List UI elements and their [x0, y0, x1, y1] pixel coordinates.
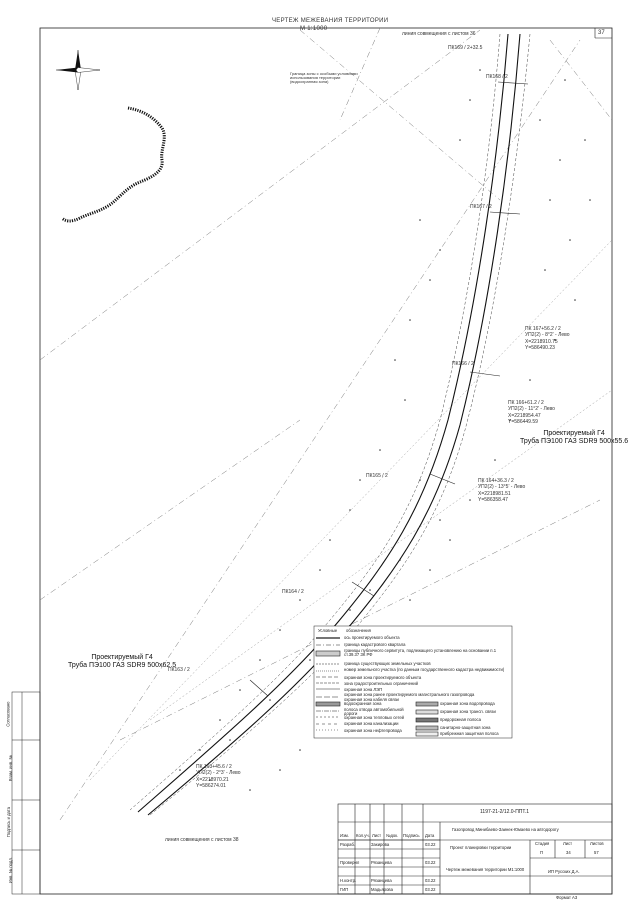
pipe-label: Проектируемый Г4 Труба ПЭ100 ГАЗ SDR9 500x55.6	[520, 430, 629, 446]
angle-point-label: ПК 166+61.2 / 2 УП2(2) - 11°2' - Лево X=2218954.47 Y=586449.59	[508, 400, 555, 425]
legend-item: зона градостроительных ограничений	[344, 681, 418, 686]
picket-label: ПК163 / 2	[168, 667, 190, 673]
side-stamp	[12, 692, 40, 894]
stamp-format: Формат А3	[556, 895, 578, 900]
angle-point-label: ПК 164+36.3 / 2 УП2(2) - 13°5' - Лево X=2218981.51 Y=586358.47	[478, 478, 526, 503]
stamp-sheet: 34	[566, 850, 571, 855]
pipe-label: Проектируемый Г4 Труба ПЭ100 ГАЗ SDR9 500x62.5	[68, 654, 177, 670]
stamp-project: Газопровод Минибаево-Заинек-Юмаево на автодорогу	[452, 827, 559, 832]
legend-item: санитарно-защитная зона	[440, 725, 491, 730]
map-title: ЧЕРТЕЖ МЕЖЕВАНИЯ ТЕРРИТОРИИ	[272, 18, 389, 24]
stamp-col-header: Лист	[372, 833, 382, 838]
legend-item: граница кадастрового квартала	[344, 642, 406, 647]
legend-header: обозначения	[346, 628, 371, 633]
picket-label: ПК169 / 2+32.5	[448, 45, 483, 51]
sheet-number: 37	[598, 30, 605, 36]
stamp-row-role: Н.контр.	[340, 878, 357, 883]
match-line-bottom: линия совмещения с листом 38	[165, 837, 239, 843]
legend-item: ось проектируемого объекта	[344, 635, 400, 640]
stamp-sheets-label: Листов	[590, 841, 604, 846]
picket-label: ПК164 / 2	[282, 589, 304, 595]
picket-label: ПК168 / 2	[486, 74, 508, 80]
stamp-code: 1197-21-2/12.0-ППТ.1	[480, 809, 530, 815]
picket-ticks	[250, 82, 528, 696]
stamp-sheet-title: Чертеж межевания территории М1:1000	[446, 867, 525, 872]
legend-item: водоохранная зона	[344, 701, 382, 706]
legend-item: придорожная полоса	[440, 717, 481, 722]
angle-point-label: ПК 167+56.2 / 2 УП2(2) - 8°2' - Лево X=2218910.75 Y=586490.23	[525, 326, 570, 351]
side-label: Инв. № подл.	[7, 857, 13, 884]
legend-item: границы публичного сервитута, подлежащего установлению на основании п.1 ст.39.37 ЗК РФ	[344, 648, 497, 658]
picket-label: ПК166 / 2	[452, 361, 474, 367]
legend-item: охранная зона нефтепровода	[344, 728, 402, 733]
stamp-row-name: Мадьярова	[371, 887, 393, 892]
legend-item: охранная зона ранее проектируемого магистрального газопровода	[344, 692, 475, 697]
overview-route	[62, 108, 164, 221]
stamp-col-header: Подпись	[403, 833, 420, 838]
angle-point-label: ПК 163+45.6 / 2 УП2(2) - 2°3' - Лево X=2218970.21 Y=586274.01	[196, 764, 241, 789]
match-line-top: линия совмещения с листом 36	[402, 31, 476, 37]
legend-item: охранная зона водопровода	[440, 701, 495, 706]
stamp-row-name: Закирова	[371, 842, 390, 847]
stamp-row-role: ГИП	[340, 887, 349, 892]
legend-item: номер земельного участка (по данным государственного кадастра недвижимости)	[344, 667, 505, 672]
stamp-sheets: 57	[594, 850, 599, 855]
corner-note: Граница зоны с особыми условиями использования территории (водоохранная зона)	[290, 71, 358, 84]
map-scale: М 1:1000	[300, 26, 328, 32]
side-label: Согласовано	[5, 701, 11, 727]
stamp-row-role: Разраб.	[340, 842, 356, 847]
legend-item: охранная зона ЛЭП	[344, 687, 383, 692]
legend-header-symbol: Условные	[318, 628, 338, 633]
legend-item: охранная зона трансп. связи	[440, 709, 496, 714]
stamp-row-role: Проверил	[340, 860, 360, 865]
legend-item: прибрежная защитная полоса	[440, 731, 499, 736]
stamp-stage-label: Стадия	[535, 841, 550, 846]
stamp-doc-title: Проект планировки территории	[450, 845, 512, 850]
picket-label: ПК167 / 2	[470, 204, 492, 210]
side-label: Подпись и дата	[5, 807, 11, 838]
legend-item: охранная зона проектируемого объекта	[344, 675, 422, 680]
stamp-col-header: №док.	[386, 833, 399, 838]
legend-item: охранная зона кабеля связи	[344, 697, 399, 702]
stamp-row-name: Рязанцева	[371, 878, 392, 883]
stamp-col-header: Дата	[425, 833, 435, 838]
sheet-frame	[40, 28, 612, 894]
stamp-row-date: 03.22	[425, 878, 436, 883]
stamp-row-date: 03.22	[425, 860, 436, 865]
north-arrow-icon	[56, 50, 100, 90]
stamp-stage: П	[540, 850, 544, 855]
stamp-row-date: 03.22	[425, 887, 436, 892]
stamp-row-name: Рязанцева	[371, 860, 392, 865]
legend-item: охранная зона тепловых сетей	[344, 715, 405, 720]
legend-item: граница существующих земельных участков	[344, 661, 431, 666]
stamp-sheet-label: Лист	[563, 841, 573, 846]
legend-item: охранная зона канализации	[344, 721, 399, 726]
stamp-org: ИП Русских Д.А.	[548, 869, 580, 874]
side-label: Взам. инв. №	[7, 755, 13, 782]
stamp-col-header: Кол.уч.	[356, 833, 370, 838]
stamp-row-date: 03.22	[425, 842, 436, 847]
picket-label: ПК165 / 2	[366, 473, 388, 479]
legend-item: полоса отвода автомобильной дороги	[344, 707, 404, 717]
stamp-col-header: Изм.	[340, 833, 349, 838]
